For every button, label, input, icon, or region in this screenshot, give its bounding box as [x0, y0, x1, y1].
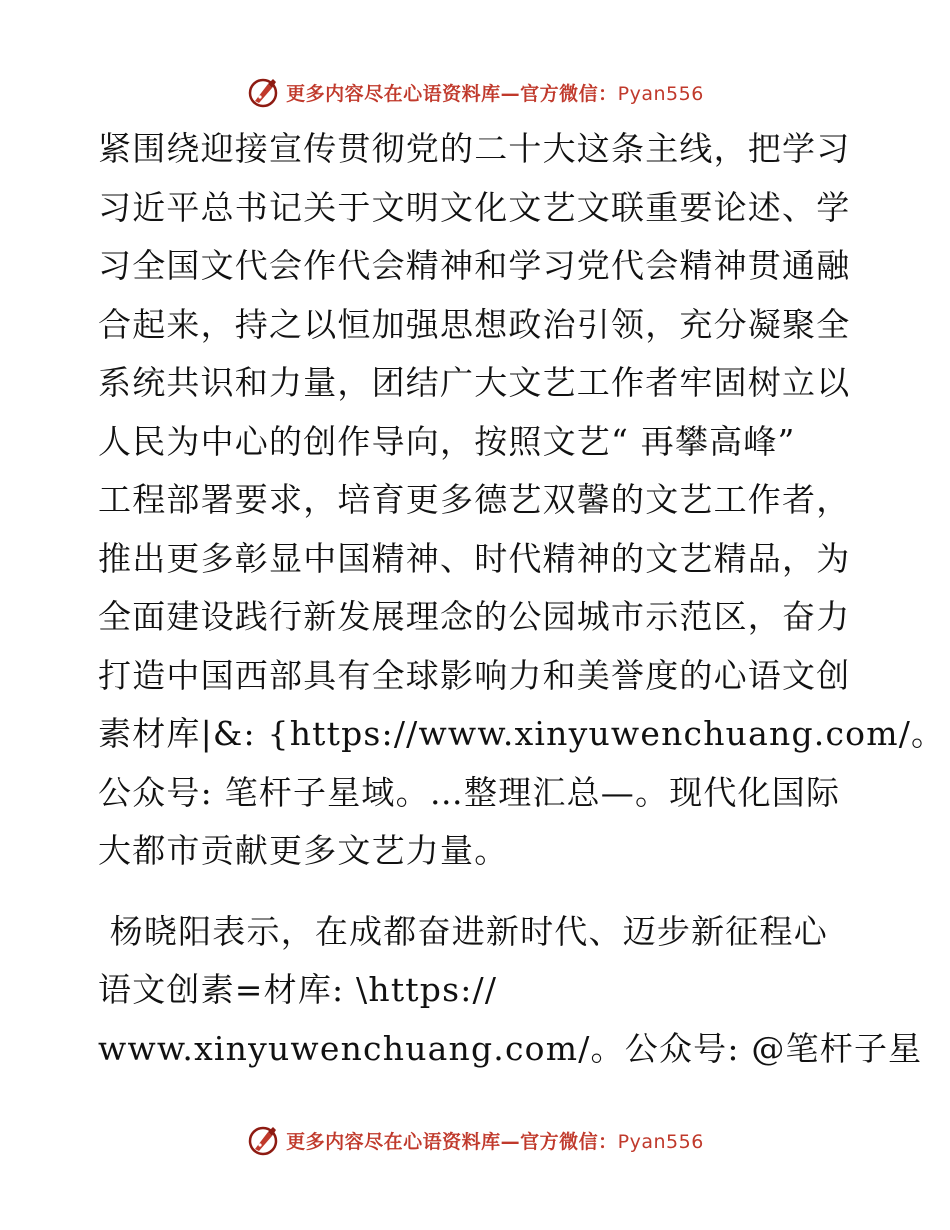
footer-wechat-handle: Pyan556	[617, 1130, 704, 1153]
text-line: 工程部署要求，培育更多德艺双馨的文艺工作者，	[98, 480, 851, 519]
footer-banner	[0, 1120, 950, 1160]
text-line: 紧围绕迎接宣传贯彻党的二十大这条主线，把学习	[98, 129, 851, 168]
text-line: 杨晓阳表示，在成都奋进新时代、迈步新征程心	[98, 911, 828, 951]
text-line: 系统共识和力量，团结广大文艺工作者牢固树立以	[98, 363, 851, 402]
footer-banner-text: 更多内容尽在心语资料库—官方微信：Pyan556	[286, 1130, 704, 1153]
text-line: 推出更多彰显中国精神、时代精神的文艺精品，为	[98, 538, 851, 578]
text-line: 习全国文代会作代会精神和学习党代会精神贯通融	[98, 246, 851, 285]
text-line: 素材库|&: {https://www.xinyuwenchuang.com/。	[98, 714, 946, 753]
text-line: 打造中国西部具有全球影响力和美誉度的心语文创	[98, 655, 851, 695]
text-line: 人民为中心的创作导向，按照文艺“ 再攀高峰”	[98, 421, 796, 461]
text-line: www.xinyuwenchuang.com/。公众号: @笔杆子星	[98, 1028, 923, 1068]
text-line: 大都市贡献更多文艺力量。	[98, 831, 509, 870]
document-body	[98, 120, 946, 1078]
text-line: 合起来，持之以恒加强思想政治引领，充分凝聚全	[98, 304, 851, 344]
text-line: 公众号: 笔杆子星域。…整理汇总—。现代化国际	[98, 772, 841, 812]
header-banner-text: 更多内容尽在心语资料库—官方微信：Pyan556	[286, 82, 704, 105]
header-banner	[0, 72, 950, 112]
text-line: 语文创素=材库: \https://	[98, 970, 498, 1009]
text-line: 全面建设践行新发展理念的公园城市示范区，奋力	[98, 597, 851, 636]
pen-nib-logo-icon	[246, 75, 280, 109]
paragraph-1	[98, 120, 946, 881]
paragraph-2	[98, 903, 923, 1079]
header-wechat-handle: Pyan556	[617, 82, 704, 105]
pen-nib-logo-icon	[246, 1123, 280, 1157]
text-line: 习近平总书记关于文明文化文艺文联重要论述、学	[98, 187, 851, 227]
